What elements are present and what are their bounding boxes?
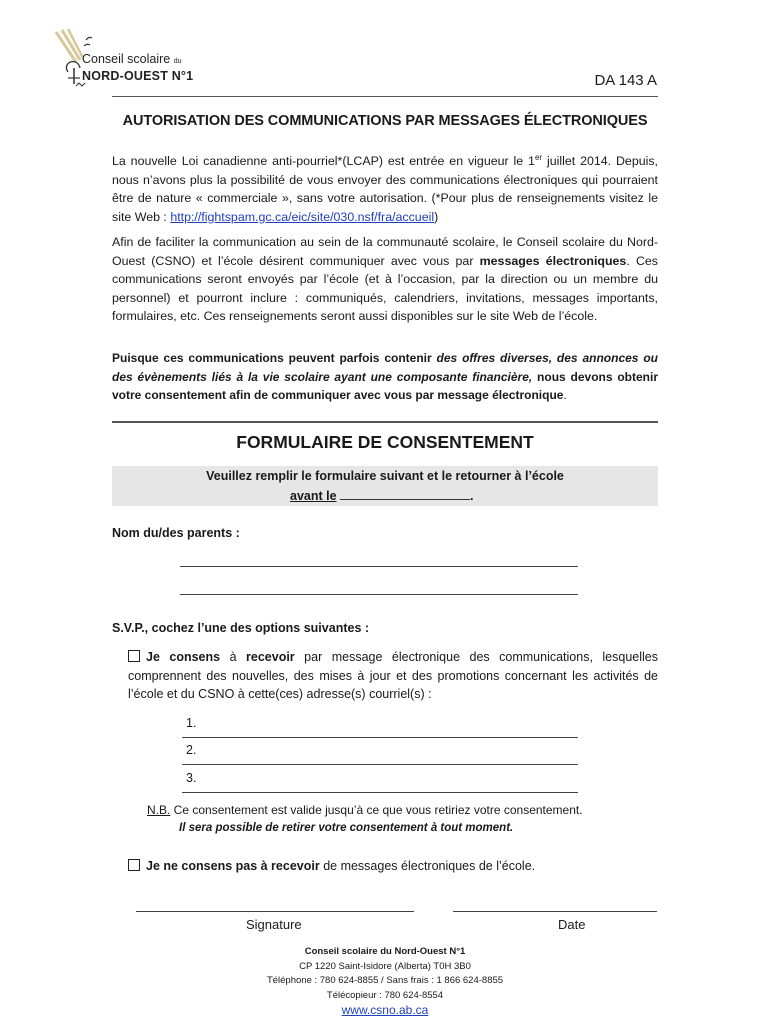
intro-paragraph bbox=[112, 152, 658, 226]
footer-phone: Téléphone : 780 624-8855 / Sans frais : 1 866 624-8855 bbox=[266, 975, 504, 986]
section-divider bbox=[112, 421, 658, 423]
page-title: AUTORISATION DES COMMUNICATIONS PAR MESSAGES ÉLECTRONIQUES bbox=[122, 113, 648, 129]
para3-text-c: . bbox=[563, 388, 567, 402]
para2-text-b: . Ces communications seront envoyés par l’école (et à l’occasion, par la direction ou un membre du personnel) et pourront inclure : communiqués, calendriers, invitations, messages importants, formulaires, etc. Ces renseignements seront aussi disponibles sur le site Web de l’école. bbox=[112, 253, 658, 323]
instruction-line1: Veuillez remplir le formulaire suivant et le retourner à l’école bbox=[206, 469, 564, 483]
document-number: DA 143 A bbox=[594, 72, 657, 89]
parent-name-line-2[interactable] bbox=[180, 594, 578, 595]
logo-du: du bbox=[173, 58, 182, 65]
option1-text: par message électronique des communications, lesquelles comprennent des nouvelles, des mises à jour et des promotions concernant les activités de l’école et du CSNO à cette(ces) adresse(s) courriel(s) : bbox=[128, 650, 658, 701]
option2-bold: Je ne consens pas à recevoir bbox=[146, 859, 320, 873]
signature-label: Signature bbox=[246, 917, 302, 932]
logo-line2: NORD-OUEST N°1 bbox=[82, 69, 194, 83]
nb-note bbox=[147, 801, 583, 837]
nb-label: N.B. bbox=[147, 803, 171, 817]
option1-bold2: recevoir bbox=[246, 650, 295, 664]
option2-text: de messages électroniques de l’école. bbox=[319, 859, 536, 873]
email-number-2: 2. bbox=[186, 743, 197, 757]
instruction-box bbox=[112, 466, 658, 506]
para3-italic: des offres diverses, des annonces ou des évènements liés à la vie scolaire ayant une composante financière, bbox=[112, 351, 658, 384]
parent-name-line-1[interactable] bbox=[180, 566, 578, 567]
para1-text-b: juillet 2014. Depuis, nous n’avons plus la possibilité de vous envoyer des communications électroniques qui pourraient être de nature « commerciale », sans votre autorisation. (*Pour plus de renseignements visitez le site Web : bbox=[112, 154, 658, 224]
footer-fax: Télécopieur : 780 624-8554 bbox=[326, 989, 444, 1001]
para1-text-a: La nouvelle Loi canadienne anti-pourriel*(LCAP) est entrée en vigueur le 1 bbox=[112, 154, 535, 168]
nb-text: Ce consentement est valide jusqu’à ce que vous retiriez votre consentement. bbox=[170, 803, 583, 817]
no-consent-checkbox[interactable] bbox=[128, 859, 140, 871]
option-consent bbox=[128, 648, 658, 704]
footer-website-link[interactable]: www.csno.ab.ca bbox=[341, 1003, 429, 1017]
signature-line[interactable] bbox=[136, 911, 414, 912]
para1-text-c: ) bbox=[434, 209, 439, 224]
para1-superscript: er bbox=[534, 153, 543, 162]
option1-mid: à bbox=[220, 650, 247, 664]
logo-line1: Conseil scolaire bbox=[82, 52, 171, 66]
fightspam-link[interactable]: http://fightspam.gc.ca/eic/site/030.nsf/fra/accueil bbox=[170, 209, 435, 224]
csno-logo bbox=[54, 28, 214, 90]
para3-text-a: Puisque ces communications peuvent parfois contenir bbox=[112, 351, 437, 365]
consent-reason-paragraph bbox=[112, 349, 658, 405]
footer bbox=[112, 945, 658, 1020]
footer-org: Conseil scolaire du Nord-Ouest N°1 bbox=[304, 946, 466, 957]
consent-checkbox[interactable] bbox=[128, 650, 140, 662]
date-label: Date bbox=[558, 917, 586, 932]
instruction-avant: avant le bbox=[290, 489, 337, 503]
form-title: FORMULAIRE DE CONSENTEMENT bbox=[236, 432, 534, 452]
para3-text-b: nous devons obtenir votre consentement afin de communiquer avec vous par message électronique bbox=[112, 369, 659, 402]
option1-bold1: Je consens bbox=[146, 650, 221, 664]
email-number-1: 1. bbox=[186, 716, 197, 730]
return-date-blank[interactable] bbox=[340, 487, 470, 500]
email-number-3: 3. bbox=[186, 771, 197, 785]
para2-text-a: Afin de faciliter la communication au sein de la communauté scolaire, le Conseil scolaire du Nord-Ouest (CSNO) et l’école désirent communiquer avec vous par bbox=[112, 235, 658, 268]
footer-address: CP 1220 Saint-Isidore (Alberta) T0H 3B0 bbox=[299, 960, 471, 972]
header-divider bbox=[112, 96, 658, 97]
instruction-end: . bbox=[470, 489, 474, 503]
nb-italic: Il sera possible de retirer votre consentement à tout moment. bbox=[179, 822, 514, 834]
date-line[interactable] bbox=[453, 911, 657, 912]
purpose-paragraph bbox=[112, 233, 658, 326]
parents-label: Nom du/des parents : bbox=[112, 526, 240, 540]
options-label: S.V.P., cochez l’une des options suivantes : bbox=[112, 621, 370, 635]
option-no-consent bbox=[128, 857, 658, 876]
para2-bold: messages électroniques bbox=[479, 253, 627, 268]
